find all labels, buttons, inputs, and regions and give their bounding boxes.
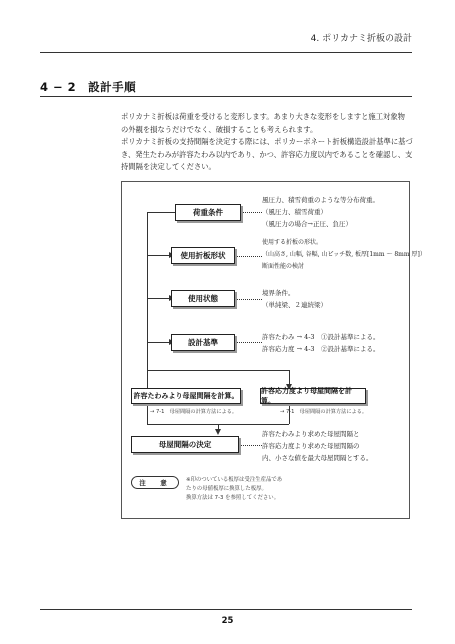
purlin-spacing-decision-box bbox=[131, 436, 239, 453]
section-title: 4 − 2 設計手順 bbox=[40, 80, 137, 94]
footer-rule bbox=[40, 609, 412, 610]
box-label: 荷重条件 bbox=[193, 208, 223, 217]
connector-line bbox=[147, 370, 148, 387]
box-label: 使用状態 bbox=[188, 294, 218, 303]
deflection-spacing-box bbox=[131, 388, 241, 404]
note-line: 許容応力度より求めた母屋間隔の bbox=[262, 442, 360, 450]
box-label: 許容応力度より母屋間隔を計算。 bbox=[261, 387, 352, 405]
leader-dots bbox=[236, 299, 262, 300]
note-line: （単純梁、２連続梁） bbox=[262, 301, 327, 309]
header-rule bbox=[40, 52, 412, 53]
decision-notes bbox=[262, 428, 373, 464]
note-line: 許容たわみ → 4-3 ①設計基準による。 bbox=[262, 333, 380, 341]
intro-line: の外観を損なうだけでなく、破損することも考えられます。 bbox=[121, 124, 318, 134]
folded-plate-shape-box bbox=[171, 247, 235, 264]
intro-line: ポリカナミ折板は荷重を受けると変形します。あまり大きな変形をしますと施工対象物 bbox=[121, 112, 405, 121]
section-rule bbox=[40, 96, 412, 97]
deflection-reference: → 7-1 母屋間隔の計算方法による。 bbox=[150, 409, 238, 415]
caution-badge bbox=[131, 476, 179, 489]
note-line: 許容応力度 → 4-3 ②設計基準による。 bbox=[262, 345, 380, 353]
caution-label: 注 意 bbox=[139, 479, 171, 487]
note-line: （風圧力の場合→正圧、負圧） bbox=[262, 220, 352, 228]
criteria-notes bbox=[262, 331, 380, 355]
design-criteria-box bbox=[171, 334, 235, 351]
note-line: （風圧力、積雪荷重） bbox=[262, 208, 327, 216]
intro-line: 持間隔を決定してください。 bbox=[121, 162, 216, 172]
box-label: 設計基準 bbox=[188, 338, 218, 347]
page-number: 25 bbox=[221, 616, 234, 626]
note-line: 風圧力、積雪荷重のような等分布荷重。 bbox=[262, 196, 379, 204]
running-header: 4. ポリカナミ折板の設計 bbox=[310, 34, 412, 44]
box-label: 許容たわみより母屋間隔を計算。 bbox=[133, 392, 239, 400]
leader-dots bbox=[236, 342, 262, 343]
connector-line bbox=[147, 212, 175, 213]
note-line: 使用する折板の形状。 bbox=[262, 239, 323, 246]
leader-dots bbox=[242, 212, 262, 213]
note-line: 断面性能の検討 bbox=[262, 263, 305, 270]
usage-condition-box bbox=[171, 290, 235, 307]
connector-line bbox=[147, 298, 169, 299]
connector-line bbox=[147, 404, 148, 424]
note-line: 境界条件。 bbox=[262, 289, 295, 297]
load-notes bbox=[262, 194, 379, 230]
intro-paragraph bbox=[121, 111, 414, 174]
shape-notes bbox=[262, 237, 426, 273]
connector-line bbox=[147, 342, 169, 343]
load-conditions-box bbox=[175, 204, 241, 221]
connector-line bbox=[147, 255, 169, 256]
box-label: 使用折板形状 bbox=[180, 251, 226, 260]
note-line: 許容たわみより求めた母屋間隔と bbox=[262, 430, 360, 438]
note-line: 内、小さな値を最大母屋間隔とする。 bbox=[262, 454, 373, 462]
caution-line: 換算方法は 7-3 を参照してください。 bbox=[186, 495, 280, 501]
caution-notes bbox=[186, 476, 282, 503]
usage-notes bbox=[262, 287, 327, 311]
caution-line: ※印のついている板厚は受注生産品であ bbox=[186, 477, 283, 483]
stress-spacing-box bbox=[260, 388, 366, 404]
arrow-down-icon bbox=[215, 429, 221, 435]
intro-line: き、発生たわみが許容たわみ以内であり、かつ、許容応力度以内であることを確認し、支 bbox=[121, 149, 413, 159]
leader-dots bbox=[240, 445, 262, 446]
box-label: 母屋間隔の決定 bbox=[158, 440, 212, 449]
stress-reference: → 7-1 母屋間隔の計算方法による。 bbox=[280, 409, 368, 415]
leader-dots bbox=[236, 256, 262, 257]
note-line: （山高さ, 山幅, 谷幅, 山ピッチ数, 板厚[1mm ～ 8mm 厚]） bbox=[262, 251, 426, 258]
caution-line: たりの母値板厚に換算した板厚。 bbox=[186, 486, 267, 492]
connector-line bbox=[147, 370, 289, 371]
intro-line: ポリカナミ折板の支持間隔を決定する際には、ポリカーボネート折板構造設計基準に基づ bbox=[121, 137, 413, 147]
